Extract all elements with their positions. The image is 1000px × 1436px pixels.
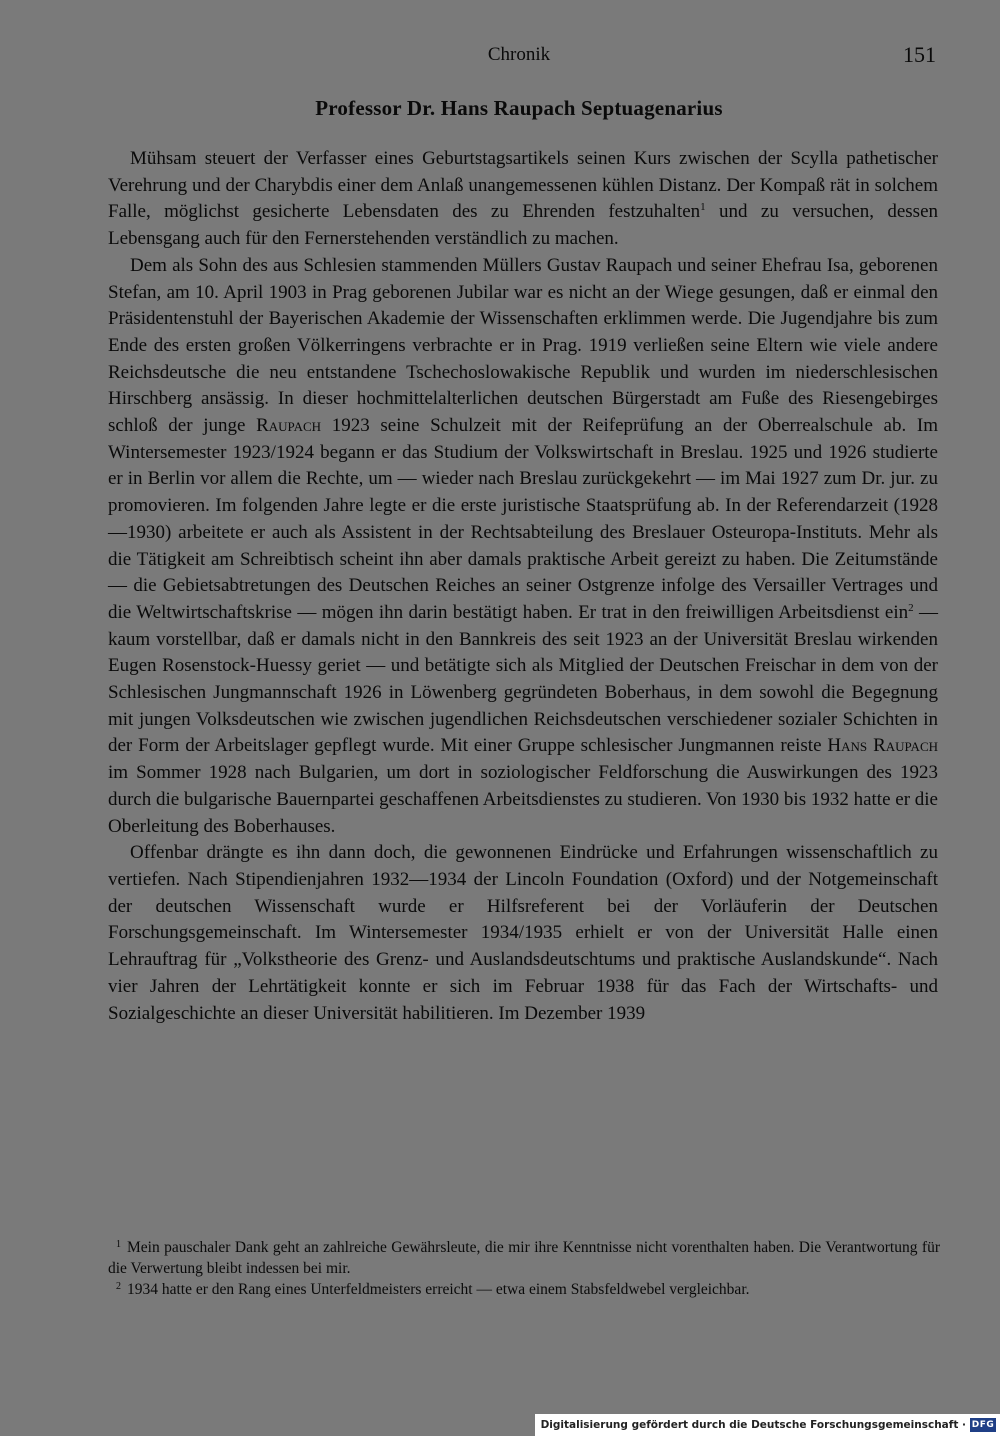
dfg-logo-icon: DFG <box>971 1420 995 1430</box>
paragraph-2-text-c: — kaum vorstellbar, daß er damals nicht in den Bannkreis des seit 1923 an der Universität Breslau wirkenden Eugen Rosenstock-Huessy geriet — und betätigte sich als Mitglied der Deutschen Freischar in dem von der Schlesischen Jungmannschaft 1926 in Löwenberg gegründeten Boberhaus, in dem sowohl die Begegnung mit jungen Volksdeutschen wie zwischen jugendlichen Reichsdeutschen verschiedener sozialer Schichten in der Form der Arbeitslager gepflegt wurde. Mit einer Gruppe schlesischer Jungmannen reiste <box>108 601 939 757</box>
footnote-1-mark: 1 <box>116 1239 121 1250</box>
footnotes <box>108 1237 940 1300</box>
paragraph-2-text-b: 1923 seine Schulzeit mit der Reifeprüfung an der Oberrealschule ab. Im Wintersemester 1923/1924 begann er das Studium der Volkswirtschaft in Breslau. 1925 und 1926 studierte er in Berlin vor allem die Rechte, um — wieder nach Breslau zurückgekehrt — im Mai 1927 zum Dr. jur. zu promovieren. Im folgenden Jahre legte er die erste juristische Staatsprüfung ab. In der Referendarzeit (1928—1930) arbeitete er auch als Assistent in der Rechtsabteilung des Breslauer Osteuropa-Instituts. Mehr als die Tätigkeit am Schreibtisch scheint ihn aber damals praktische Arbeit gereizt zu haben. Die Zeitumstände — die Gebietsabtretungen des Deutschen Reiches an seiner Ostgrenze infolge des Versailler Vertrages und die Weltwirtschaftskrise — mögen ihn darin bestätigt haben. Er trat in den freiwilligen Arbeitsdienst ein <box>108 415 938 623</box>
page-number: 151 <box>903 42 936 67</box>
footnote-2-mark: 2 <box>116 1281 121 1292</box>
small-caps-name: Raupach <box>256 415 322 437</box>
paragraph-3: Offenbar drängte es ihn dann doch, die gewonnenen Eindrücke und Erfahrungen wissenschaftlich zu vertiefen. Nach Stipendienjahren 1932—1934 der Lincoln Foundation (Oxford) und der Notgemeinschaft der deutschen Wissenschaft wurde er Hilfsreferent bei der Vorläuferin der Deutschen Forschungsgemeinschaft. Im Wintersemester 1934/1935 erhielt er von der Universität Halle einen Lehrauftrag für „Volkstheorie des Grenz- und Auslandsdeutschtums und praktische Auslandskunde“. Nach vier Jahren der Lehrtätigkeit konnte er sich im Februar 1938 für das Fach der Wirtschafts- und Sozialgeschichte an dieser Universität habilitieren. Im Dezember 1939 <box>108 842 938 1024</box>
paragraph-1-text-a: Mühsam steuert der Verfasser eines Geburtstagsartikels seinen Kurs zwischen der Scylla pathetischer Verehrung und der Charybdis einer dem Anlaß unangemessenen kühlen Distanz. Der Kompaß rät in solchem Falle, möglichst gesicherte Lebensdaten des zu Ehrenden festzuhalten <box>108 148 938 223</box>
article-title: Professor Dr. Hans Raupach Septuagenarius <box>315 96 723 120</box>
paragraph-1 <box>108 146 938 253</box>
footnote-2-text: 1934 hatte er den Rang eines Unterfeldmeisters erreicht — etwa einem Stabsfeldwebel vergleichbar. <box>127 1281 750 1298</box>
sponsor-text: Digitalisierung gefördert durch die Deutsche Forschungsgemeinschaft · <box>540 1419 966 1431</box>
footnote-1-text: Mein pauschaler Dank geht an zahlreiche Gewährsleute, die mir ihre Kenntnisse nicht vorenthalten haben. Die Verantwortung für die Verwertung bleibt indessen bei mir. <box>108 1239 940 1277</box>
footnote-2 <box>108 1279 940 1300</box>
small-caps-full-name: Hans Raupach <box>827 735 938 757</box>
footnote-ref-1: 1 <box>700 201 706 214</box>
paragraph-2-text-a: Dem als Sohn des aus Schlesien stammenden Müllers Gustav Raupach und seiner Ehefrau Isa, geborenen Stefan, am 10. April 1903 in Prag geborenen Jubilar war es nicht an der Wiege gesungen, daß er einmal den Präsidentenstuhl der Bayerischen Akademie der Wissenschaften erklimmen werde. Die Jugendjahre bis zum Ende des ersten großen Völkerringens verbrachte er in Prag. 1919 verließen seine Eltern wie viele andere Reichsdeutsche die neu entstandene Tschechoslowakische Republik und wurden im niederschlesischen Hirschberg ansässig. In dieser hochmittelalterlichen deutschen Bürgerstadt am Fuße des Riesengebirges schloß der junge <box>108 254 938 437</box>
footnote-1 <box>108 1237 940 1279</box>
running-head <box>0 42 1000 72</box>
footnote-ref-2: 2 <box>908 601 914 614</box>
paragraph-1-text-b: und zu versuchen, dessen Lebensgang auch für den Fernerstehenden verständlich zu machen. <box>108 201 938 250</box>
running-head-section: Chronik <box>487 44 551 65</box>
sponsor-bar <box>535 1414 1000 1436</box>
paragraph-2 <box>108 253 938 840</box>
paragraph-2-text-d: im Sommer 1928 nach Bulgarien, um dort in soziologischer Feldforschung die Auswirkungen des 1923 durch die bulgarische Bauernpartei geschaffenen Arbeitsdienstes zu studieren. Von 1930 bis 1932 hatte er die Oberleitung des Boberhauses. <box>108 762 938 837</box>
article-body <box>108 146 938 1027</box>
